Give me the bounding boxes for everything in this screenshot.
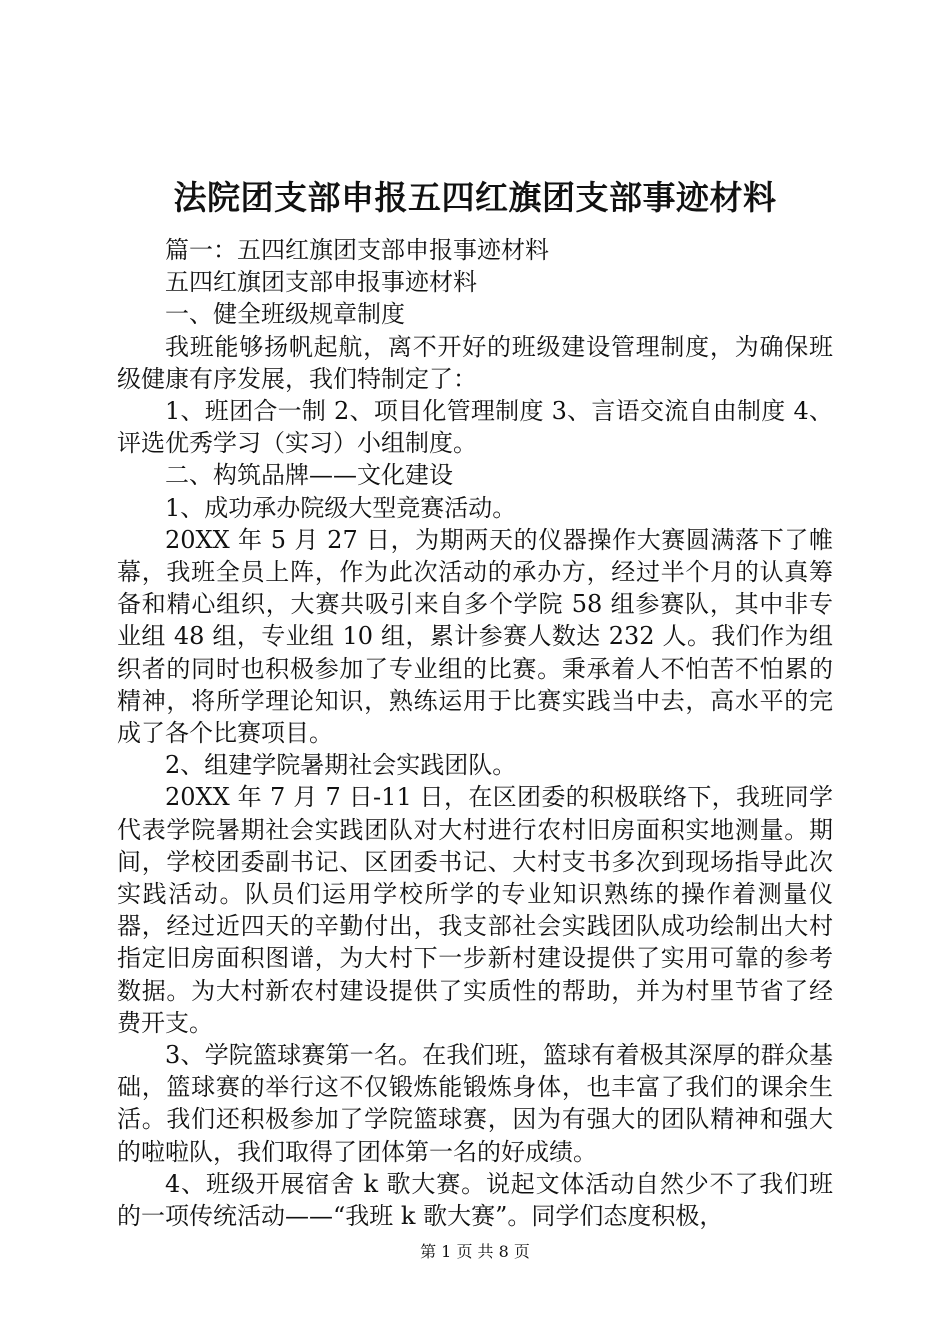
paragraph: 2、组建学院暑期社会实践团队。 [165,751,517,780]
document-title: 法院团支部申报五四红旗团支部事迹材料 [173,178,777,217]
paragraph: 篇一：五四红旗团支部申报事迹材料 [165,236,549,264]
paragraph: 1、成功承办院级大型竞赛活动。 [165,493,517,522]
paragraph: 五四红旗团支部申报事迹材料 [165,268,477,297]
paragraph: 二、构筑品牌——文化建设 [165,461,453,490]
document-body [117,234,833,1232]
paragraph: 20XX 年 5 月 27 日，为期两天的仪器操作大赛圆满落下了帷幕，我班全员上阵，作为此次活动的承办方，经过半个月的认真筹备和精心组织，大赛共吸引来自多个学院 58 组参赛队，其中非专业组 48 组，专业组 10 组，累计参赛人数达 232 人。我们作为组织者的同时也积极参加了专业组的比赛。秉承着人不怕苦不怕累的精神，将所学理论知识，熟练运用于比赛实践当中去，高水平的完成了各个比赛项目。 [117,525,833,748]
page-footer: 第 1 页 共 8 页 [420,1242,530,1261]
paragraph: 4、班级开展宿舍 k 歌大赛。说起文体活动自然少不了我们班的一项传统活动——“我班 k 歌大赛”。同学们态度积极， [117,1169,833,1231]
paragraph: 20XX 年 7 月 7 日-11 日，在区团委的积极联络下，我班同学代表学院暑期社会实践团队对大村进行农村旧房面积实地测量。期间，学校团委副书记、区团委书记、大村支书多次到现场指导此次实践活动。队员们运用学校所学的专业知识熟练的操作着测量仪器，经过近四天的辛勤付出，我支部社会实践团队成功绘制出大村指定旧房面积图谱，为大村下一步新村建设提供了实用可靠的参考数据。为大村新农村建设提供了实质性的帮助，并为村里节省了经费开支。 [117,783,833,1037]
paragraph: 我班能够扬帆起航，离不开好的班级建设管理制度，为确保班级健康有序发展，我们特制定了： [117,332,833,393]
paragraph: 3、学院篮球赛第一名。在我们班，篮球有着极其深厚的群众基础，篮球赛的举行这不仅锻炼能锻炼身体，也丰富了我们的课余生活。我们还积极参加了学院篮球赛，因为有强大的团队精神和强大的啦啦队，我们取得了团体第一名的好成绩。 [117,1041,833,1166]
paragraph: 一、健全班级规章制度 [165,300,405,329]
paragraph: 1、班团合一制 2、项目化管理制度 3、言语交流自由制度 4、评选优秀学习（实习）小组制度。 [117,397,833,458]
